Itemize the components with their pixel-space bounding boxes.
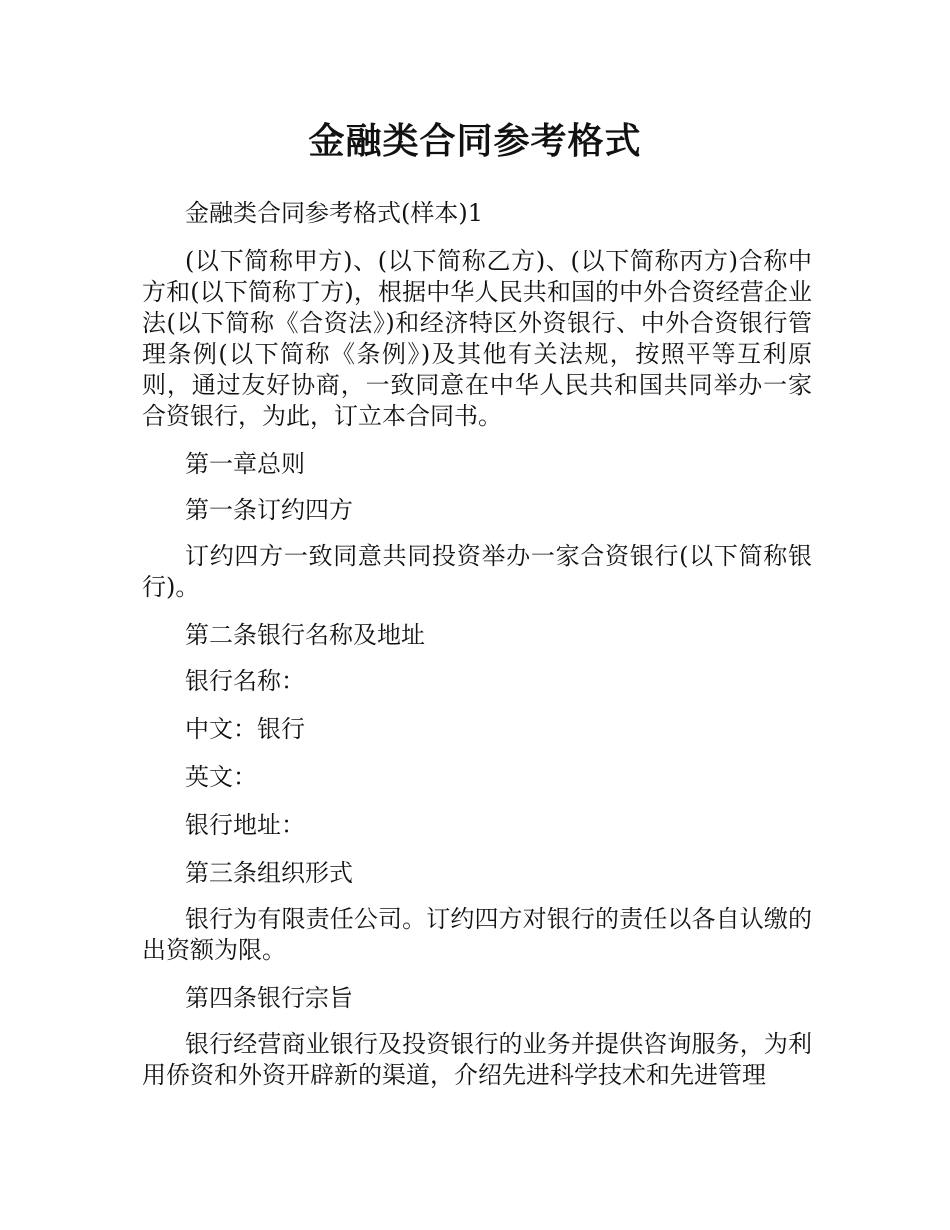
document-body <box>142 198 812 1108</box>
article-heading-1: 第一条订约四方 <box>185 496 353 524</box>
article-heading-2: 第二条银行名称及地址 <box>185 621 425 649</box>
article-text-1: 订约四方一致同意共同投资举办一家合资银行(以下简称银行)。 <box>142 542 812 601</box>
document-title: 金融类合同参考格式 <box>308 121 642 162</box>
bank-name-label: 银行名称： <box>185 667 305 695</box>
article-heading-4: 第四条银行宗旨 <box>185 984 353 1012</box>
bank-name-english: 英文： <box>185 763 257 791</box>
bank-address-label: 银行地址： <box>185 811 305 839</box>
article-text-3: 银行为有限责任公司。订约四方对银行的责任以各自认缴的出资额为限。 <box>142 905 812 964</box>
article-text-4: 银行经营商业银行及投资银行的业务并提供咨询服务，为利用侨资和外资开辟新的渠道，介绍先进科学技术和先进管理 <box>142 1030 812 1089</box>
bank-name-chinese: 中文：银行 <box>185 715 305 743</box>
article-heading-3: 第三条组织形式 <box>185 859 353 887</box>
chapter-heading: 第一章总则 <box>185 450 305 478</box>
subtitle-paragraph: 金融类合同参考格式(样本)1 <box>185 199 483 227</box>
preamble-paragraph: (以下简称甲方)、(以下简称乙方)、(以下简称丙方)合称中方和(以下简称丁方)，根据中华人民共和国的中外合资经营企业法(以下简称《合资法》)和经济特区外资银行、中外合资银行管理条例(以下简称《条例》)及其他有关法规，按照平等互利原则，通过友好协商，一致同意在中华人民共和国共同举办一家合资银行，为此，订立本合同书。 <box>142 247 812 430</box>
